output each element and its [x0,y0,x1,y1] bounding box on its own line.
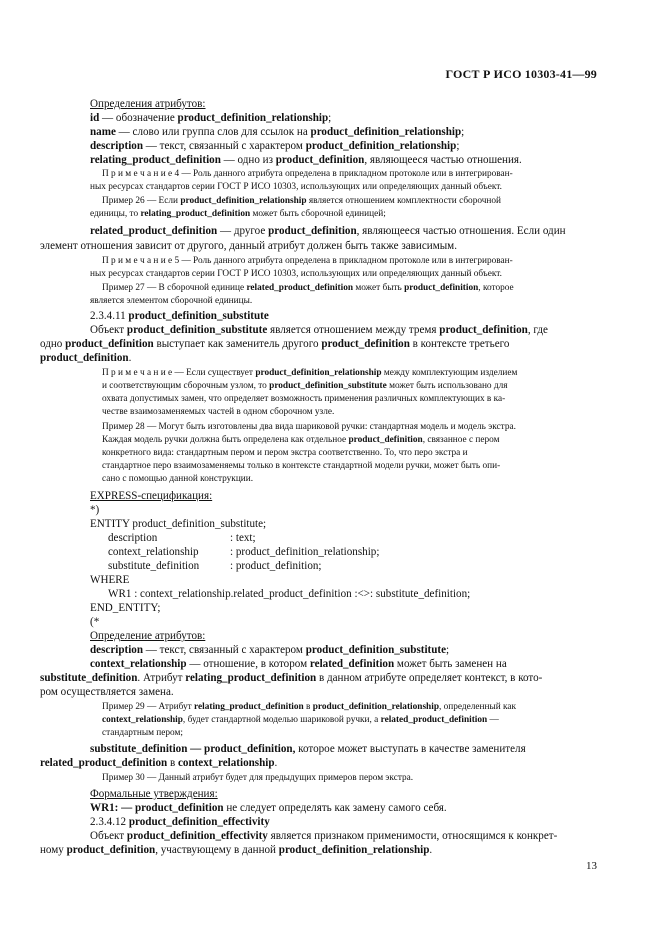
example-28-line-3: конкретного вида: стандартным пером и пером экстра соответственно. То, что перо экстра и [102,448,468,458]
express-attr-context: context_relationship [108,546,199,558]
formal-wr1: WR1: — product_definition не следует определять как замену самого себя. [90,802,447,814]
express-close-comment: (* [90,616,100,628]
def-related: related_product_definition — другое product_definition, являющееся частью отношения. Если один [90,225,566,237]
example-27-line-1: Пример 27 — В сборочной единице related_product_definition может быть product_definition, которое [102,283,514,293]
express-attr-context-type: : product_definition_relationship; [230,546,380,558]
def-context-2: substitute_definition. Атрибут relating_product_definition в данном атрибуте определяет контекст, в кото- [40,672,543,684]
express-wr1: WR1 : context_relationship.related_product_definition :<>: substitute_definition; [108,588,471,600]
example-28-line-2: Каждая модель ручки должна быть определена как отдельное product_definition, связанное с пером [102,435,500,445]
page-number: 13 [586,860,597,872]
section-2-3-4-11-heading: 2.3.4.11 product_definition_substitute [90,310,269,322]
express-end-entity: END_ENTITY; [90,602,161,614]
def-relating: relating_product_definition — одно из product_definition, являющееся частью отношения. [90,154,522,166]
example-28-line-4: стандартное перо взаимозаменяемы только в контексте стандартной модели ручки, может быть опи- [102,461,501,471]
page-header: ГОСТ Р ИСО 10303-41—99 [445,67,597,81]
para-substitute-3: product_definition. [40,352,132,364]
def-description: description — текст, связанный с характером product_definition_relationship; [90,140,460,152]
def-related-cont: элемент отношения зависит от другого, данный атрибут должен быть также зависимым. [40,240,457,252]
express-attr-description-type: : text; [230,532,256,544]
example-29-line-3: стандартным пером; [102,728,183,738]
example-26-line-2: единицы, то relating_product_definition может быть сборочной единицей; [90,209,386,219]
note-substitute-4: честве взаимозаменяемых частей в одном сборочном узле. [102,407,335,417]
def-substitute-definition-2: related_product_definition в context_relationship. [40,757,278,769]
express-where: WHERE [90,574,130,586]
para-substitute-1: Объект product_definition_substitute является отношением между тремя product_definition, где [90,324,548,336]
example-28-line-1: Пример 28 — Могут быть изготовлены два вида шариковой ручки: стандартная модель и модель экстра. [102,422,516,432]
def-substitute-definition-1: substitute_definition — product_definition, которое может выступать в качестве заменителя [90,743,526,755]
note-substitute-1: П р и м е ч а н и е — Если существует product_definition_relationship между комплектующим изделием [102,368,518,378]
example-28-line-5: сано с помощью данной конструкции. [102,474,254,484]
def-id: id — обозначение product_definition_relationship; [90,112,332,124]
example-27-line-2: является элементом сборочной единицы. [90,296,253,306]
example-29-line-1: Пример 29 — Атрибут relating_product_definition в product_definition_relationship, определенный как [102,702,517,712]
formal-propositions-heading: Формальные утверждения: [90,788,218,800]
para-effectivity-1: Объект product_definition_effectivity является признаком применимости, относящимся к конкрет- [90,830,558,842]
section-2-3-4-12-heading: 2.3.4.12 product_definition_effectivity [90,816,270,828]
def-context-1: context_relationship — отношение, в котором related_definition может быть заменен на [90,658,507,670]
definitions-heading: Определения атрибутов: [90,98,206,110]
def-name: name — слово или группа слов для ссылок на product_definition_relationship; [90,126,465,138]
example-30: Пример 30 — Данный атрибут будет для предыдущих примеров пером экстра. [102,773,414,783]
express-attr-substitute: substitute_definition [108,560,200,572]
def-context-3: ром осуществляется замена. [40,686,174,698]
note-4-line-1: П р и м е ч а н и е 4 — Роль данного атрибута определена в прикладном протоколе или в интегрирован- [102,169,513,179]
express-attr-description: description [108,532,158,544]
express-open-comment: *) [90,504,100,516]
express-entity: ENTITY product_definition_substitute; [90,518,267,530]
note-5-line-2: ных ресурсах стандартов серии ГОСТ Р ИСО 10303, использующих или определяющих данный объект. [90,269,502,279]
note-4-line-2: ных ресурсах стандартов серии ГОСТ Р ИСО 10303, использующих или определяющих данный объект. [90,182,502,192]
example-26-line-1: Пример 26 — Если product_definition_relationship является отношением комплектности сборочной [102,196,502,206]
example-29-line-2: context_relationship, будет стандартной моделью шариковой ручки, а related_product_definition — [102,715,499,725]
para-substitute-2: одно product_definition выступает как заменитель другого product_definition в контексте третьего [40,338,510,350]
express-attr-substitute-type: : product_definition; [230,560,322,572]
express-heading: EXPRESS-спецификация: [90,490,213,502]
note-substitute-3: охвата допустимых замен, что определяет возможность применения различных комплектующих в ка- [102,394,506,404]
definitions-heading-2: Определение атрибутов: [90,630,206,642]
para-effectivity-2: ному product_definition, участвующему в данной product_definition_relationship. [40,844,433,856]
note-substitute-2: и соответствующим сборочным узлом, то product_definition_substitute может быть использовано для [102,381,508,391]
note-5-line-1: П р и м е ч а н и е 5 — Роль данного атрибута определена в прикладном протоколе или в интегрирован- [102,256,513,266]
def-sub-description: description — текст, связанный с характером product_definition_substitute; [90,644,450,656]
